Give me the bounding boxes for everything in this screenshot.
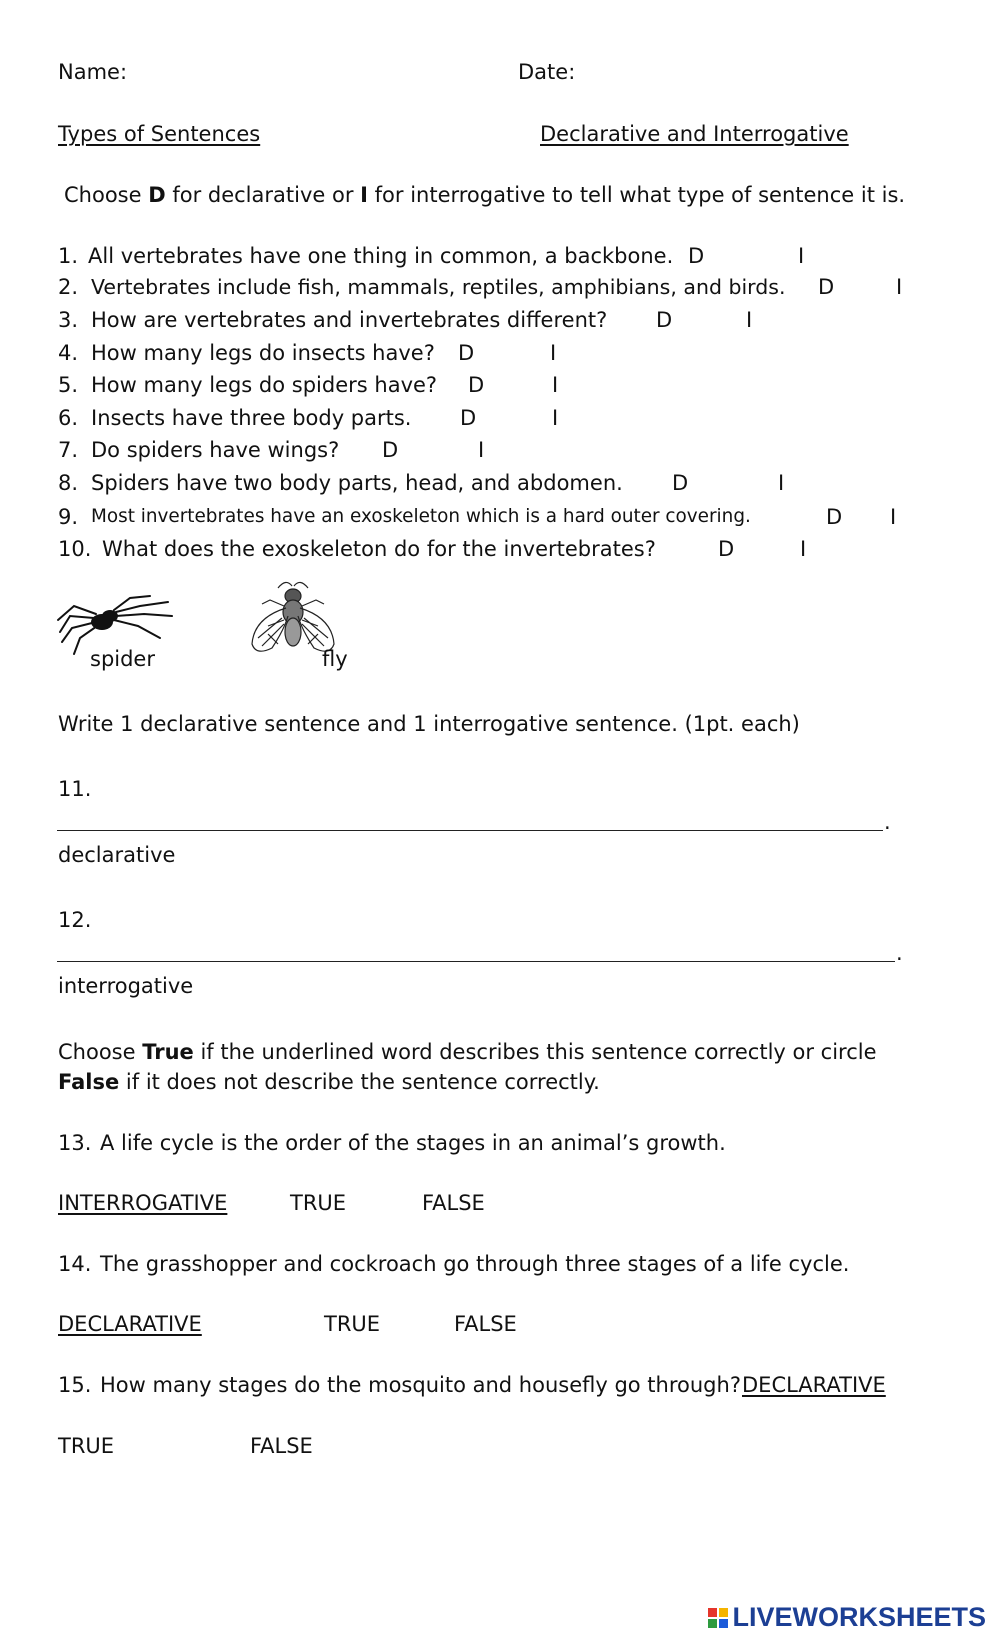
question-6-number: 6.: [58, 406, 79, 430]
write-instruction: Write 1 declarative sentence and 1 interrogative sentence. (1pt. each): [58, 712, 800, 736]
question-12-answer-line[interactable]: [57, 961, 895, 962]
instructions-post: for interrogative to tell what type of sentence it is.: [367, 183, 906, 207]
instructions-pre: Choose: [64, 183, 149, 207]
question-1-text: All vertebrates have one thing in common, a backbone.: [88, 244, 674, 268]
truefalse-instruction-line1: [58, 1040, 877, 1065]
question-8-choice-i[interactable]: I: [778, 471, 785, 495]
question-14-false[interactable]: FALSE: [454, 1312, 517, 1336]
question-12-number: 12.: [58, 908, 92, 932]
logo-text: LIVEWORKSHEETS: [732, 1602, 986, 1632]
question-3-number: 3.: [58, 308, 79, 332]
liveworksheets-logo[interactable]: [708, 1602, 986, 1633]
question-6-choice-d[interactable]: D: [460, 406, 477, 430]
name-label: Name:: [58, 60, 128, 84]
question-8-choice-d[interactable]: D: [672, 471, 689, 495]
question-12-label: interrogative: [58, 974, 194, 998]
instructions: [64, 183, 905, 208]
question-2-choice-d[interactable]: D: [818, 275, 835, 299]
fly-caption: fly: [322, 647, 348, 671]
question-13-false[interactable]: FALSE: [422, 1191, 485, 1215]
question-2-number: 2.: [58, 275, 79, 299]
question-12-period: .: [896, 941, 903, 965]
question-3-choice-i[interactable]: I: [746, 308, 753, 332]
instructions-i: I: [360, 183, 368, 207]
question-11-label: declarative: [58, 843, 176, 867]
question-10-number: 10.: [58, 537, 92, 561]
tf-instr-l1-post: if the underlined word describes this sentence correctly or circle: [193, 1040, 877, 1064]
question-1-number: 1.: [58, 244, 79, 268]
question-13-number: 13.: [58, 1131, 92, 1155]
question-3-choice-d[interactable]: D: [656, 308, 673, 332]
tf-instr-true: True: [142, 1040, 194, 1064]
question-9-text: Most invertebrates have an exoskeleton which is a hard outer covering.: [91, 506, 751, 527]
question-14-text: The grasshopper and cockroach go through three stages of a life cycle.: [100, 1252, 850, 1276]
logo-grid-icon: [708, 1608, 728, 1628]
question-8-number: 8.: [58, 471, 79, 495]
spider-caption: spider: [90, 647, 155, 671]
question-15-number: 15.: [58, 1373, 92, 1397]
question-5-choice-d[interactable]: D: [468, 373, 485, 397]
question-5-text: How many legs do spiders have?: [91, 373, 438, 397]
tf-instr-false: False: [58, 1070, 120, 1094]
question-15-false[interactable]: FALSE: [250, 1434, 313, 1458]
question-4-choice-d[interactable]: D: [458, 341, 475, 365]
question-11-period: .: [884, 810, 891, 834]
question-1-choice-d[interactable]: D: [688, 244, 705, 268]
question-9-choice-i[interactable]: I: [890, 505, 897, 529]
question-13-word: INTERROGATIVE: [58, 1191, 228, 1215]
question-7-choice-i[interactable]: I: [478, 438, 485, 462]
question-14-number: 14.: [58, 1252, 92, 1276]
question-7-choice-d[interactable]: D: [382, 438, 399, 462]
question-1-choice-i[interactable]: I: [798, 244, 805, 268]
tf-instr-pre: Choose: [58, 1040, 143, 1064]
question-7-number: 7.: [58, 438, 79, 462]
instructions-mid: for declarative or: [165, 183, 361, 207]
instructions-d: D: [148, 183, 166, 207]
question-10-text: What does the exoskeleton do for the invertebrates?: [102, 537, 656, 561]
question-15-text: How many stages do the mosquito and housefly go through?: [100, 1373, 741, 1397]
question-9-choice-d[interactable]: D: [826, 505, 843, 529]
question-14-true[interactable]: TRUE: [324, 1312, 381, 1336]
question-13-text: A life cycle is the order of the stages in an animal’s growth.: [100, 1131, 726, 1155]
question-7-text: Do spiders have wings?: [91, 438, 340, 462]
question-15-true[interactable]: TRUE: [58, 1434, 115, 1458]
question-5-choice-i[interactable]: I: [552, 373, 559, 397]
question-5-number: 5.: [58, 373, 79, 397]
tf-instr-l2-post: if it does not describe the sentence correctly.: [119, 1070, 600, 1094]
question-2-choice-i[interactable]: I: [896, 275, 903, 299]
question-4-text: How many legs do insects have?: [91, 341, 435, 365]
question-10-choice-i[interactable]: I: [800, 537, 807, 561]
question-2-text: Vertebrates include fish, mammals, reptiles, amphibians, and birds.: [91, 275, 786, 299]
question-4-choice-i[interactable]: I: [550, 341, 557, 365]
question-9-number: 9.: [58, 505, 79, 529]
question-3-text: How are vertebrates and invertebrates different?: [91, 308, 608, 332]
date-label: Date:: [518, 60, 576, 84]
question-14-word: DECLARATIVE: [58, 1312, 202, 1336]
question-4-number: 4.: [58, 341, 79, 365]
worksheet-title: Types of Sentences: [58, 122, 261, 146]
question-6-text: Insects have three body parts.: [91, 406, 412, 430]
question-8-text: Spiders have two body parts, head, and abdomen.: [91, 471, 623, 495]
question-11-number: 11.: [58, 777, 92, 801]
question-15-word: DECLARATIVE: [742, 1373, 886, 1397]
truefalse-instruction-line2: [58, 1070, 600, 1095]
question-6-choice-i[interactable]: I: [552, 406, 559, 430]
question-11-answer-line[interactable]: [57, 830, 883, 831]
question-13-true[interactable]: TRUE: [290, 1191, 347, 1215]
question-10-choice-d[interactable]: D: [718, 537, 735, 561]
worksheet-subtitle: Declarative and Interrogative: [540, 122, 849, 146]
